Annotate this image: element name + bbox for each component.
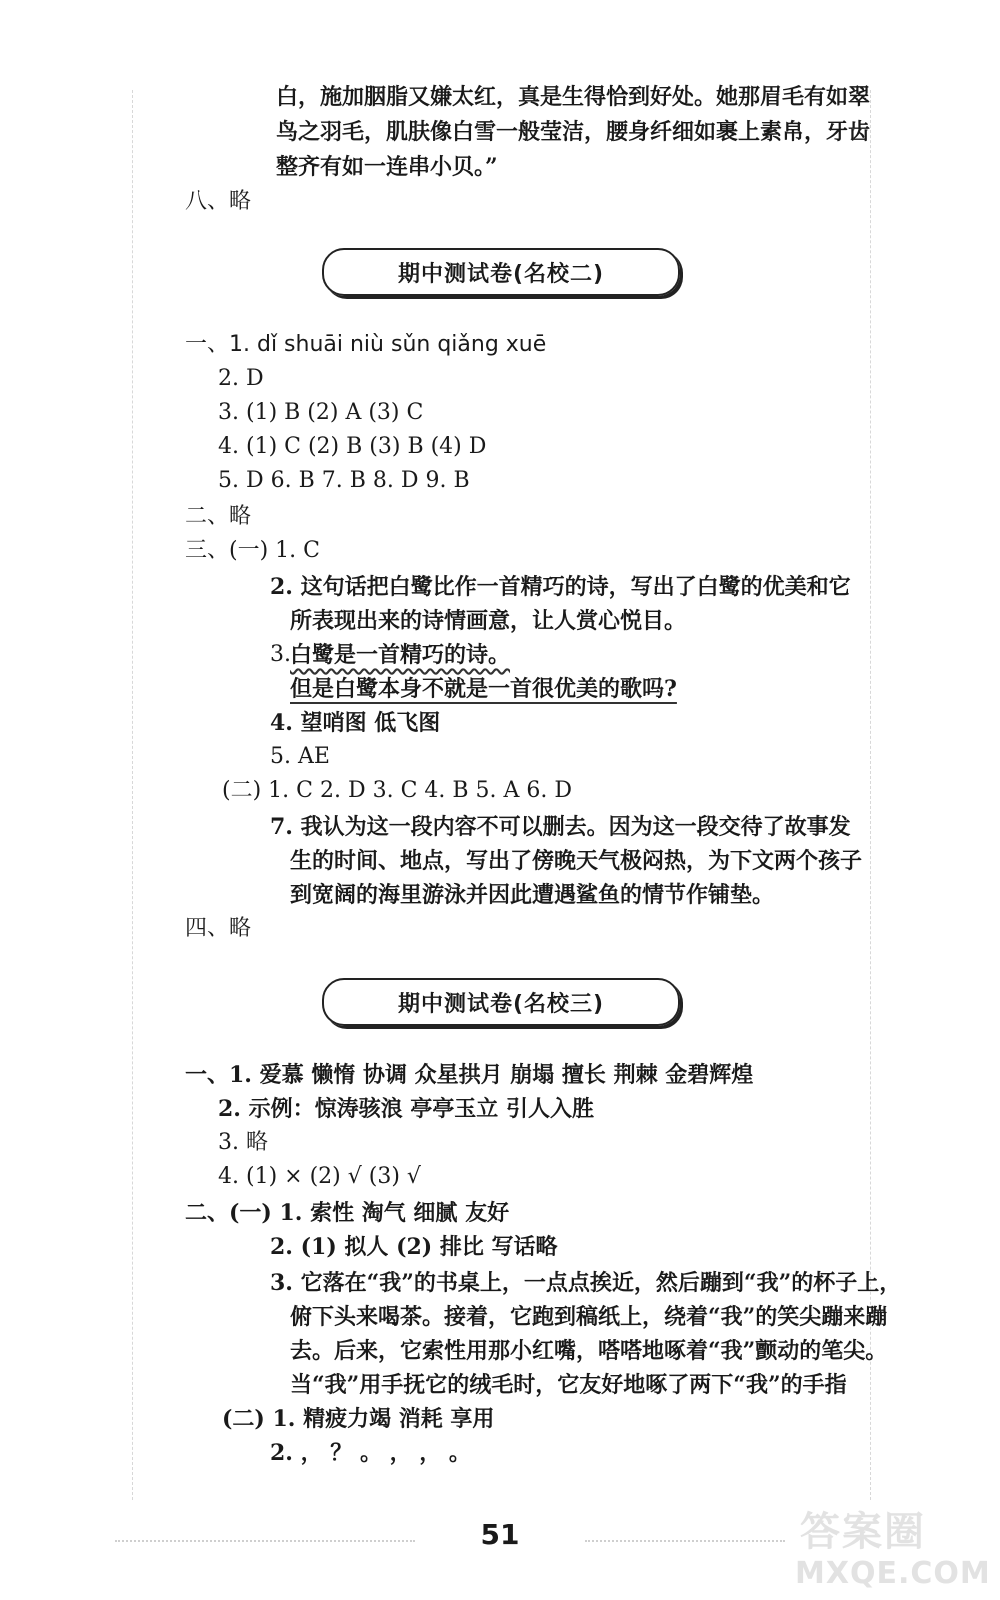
answer-3-1-4: 4. 望哨图 低飞图 (270, 710, 441, 736)
answer-3-1-2-line2: 所表现出来的诗情画意，让人赏心悦目。 (290, 608, 687, 634)
answer-s3-2-2-2: 2. ， ？ 。 ， ， 。 (270, 1440, 471, 1466)
continuation-line-2: 鸟之羽毛，肌肤像白雪一般莹洁，腰身纤细如裹上素帛，牙齿 (276, 119, 871, 145)
answer-3-1-5: 5. AE (270, 744, 330, 769)
answer-3-2-7-line3: 到宽阔的海里游泳并因此遭遇鲨鱼的情节作铺垫。 (290, 882, 775, 908)
answer-s3-2-1-3-line1: 3. 它落在“我”的书桌上，一点点挨近，然后蹦到“我”的杯子上， (270, 1270, 902, 1296)
answer-s3-1-2: 2. 示例：惊涛骇浪 亭亭玉立 引人入胜 (218, 1096, 594, 1122)
continuation-line-3: 整齐有如一连串小贝。” (276, 154, 498, 180)
answer-s3-2-1-3-line4: 当“我”用手抚它的绒毛时，它友好地啄了两下“我”的手指 (290, 1372, 847, 1398)
answer-s3-1-1: 一、1. 爱慕 懒惰 协调 众星拱月 崩塌 擅长 荆棘 金碧辉煌 (185, 1062, 754, 1088)
answer-3-1-2-line1: 2. 这句话把白鹭比作一首精巧的诗，写出了白鹭的优美和它 (270, 574, 851, 600)
answer-s3-1-4: 4. (1) × (2) √ (3) √ (218, 1164, 421, 1189)
section-title-two: 期中测试卷(名校二) (322, 248, 680, 296)
answer-4: 四、略 (185, 916, 252, 941)
left-margin-line (132, 90, 133, 1500)
watermark-logo: 答案圈 (800, 1509, 926, 1555)
answer-s3-1-3: 3. 略 (218, 1130, 268, 1155)
answer-1-3: 3. (1) B (2) A (3) C (218, 400, 424, 425)
answer-3-1-3-straight: 但是白鹭本身不就是一首很优美的歌吗? (290, 676, 677, 702)
footer-divider-left (115, 1540, 415, 1542)
section-title-three: 期中测试卷(名校三) (322, 978, 680, 1026)
answer-1-5: 5. D 6. B 7. B 8. D 9. B (218, 468, 470, 493)
answer-s3-2-1-1: 二、(一) 1. 索性 淘气 细腻 友好 (185, 1200, 510, 1226)
answer-s3-2-1-3-line3: 去。后来，它索性用那小红嘴，嗒嗒地啄着“我”颤动的笔尖。 (290, 1338, 888, 1364)
continuation-line-1: 白，施加胭脂又嫌太红，真是生得恰到好处。她那眉毛有如翠 (276, 84, 871, 110)
page-number: 51 (480, 1518, 520, 1551)
answer-s3-2-1-2: 2. (1) 拟人 (2) 排比 写话略 (270, 1234, 558, 1260)
footer-divider-right (585, 1540, 785, 1542)
answer-s3-2-2-1: (二) 1. 精疲力竭 消耗 享用 (222, 1406, 495, 1432)
watermark-url: MXQE.COM (795, 1556, 991, 1591)
answer-2: 二、略 (185, 504, 252, 529)
answer-1-2: 2. D (218, 366, 264, 391)
answer-3-2-7-line1: 7. 我认为这一段内容不可以删去。因为这一段交待了故事发 (270, 814, 851, 840)
answer-3-1-3-number: 3. (270, 642, 291, 667)
answer-3-1-1: 三、(一) 1. C (185, 538, 320, 563)
answer-3-2-7-line2: 生的时间、地点，写出了傍晚天气极闷热，为下文两个孩子 (290, 848, 863, 874)
answer-1-1: 一、1. dǐ shuāi niù sǔn qiǎng xuē (185, 332, 547, 357)
answer-1-4: 4. (1) C (2) B (3) B (4) D (218, 434, 487, 459)
answer-s3-2-1-3-line2: 俯下头来喝茶。接着，它跑到稿纸上，绕着“我”的笑尖蹦来蹦 (290, 1304, 888, 1330)
answer-3-1-3-wavy: 白鹭是一首精巧的诗。 (290, 642, 511, 668)
answer-8: 八、略 (185, 189, 252, 214)
answer-3-2-1-6: (二) 1. C 2. D 3. C 4. B 5. A 6. D (222, 778, 573, 803)
